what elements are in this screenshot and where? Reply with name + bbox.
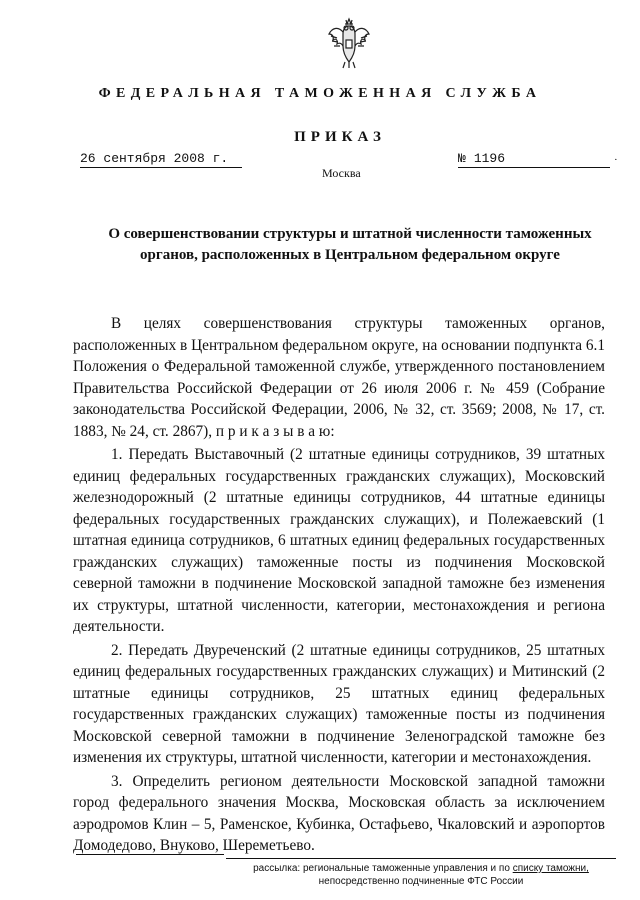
issue-city: Москва: [322, 166, 361, 180]
trailing-mark: ·: [614, 154, 618, 166]
double-headed-eagle-emblem-icon: [326, 16, 372, 70]
separator-line: [76, 854, 224, 855]
clause-1-paragraph: 1. Передать Выставочный (2 штатные единицы сотрудников, 39 штатных единиц федеральных государственных гражданских служащих), Московский железнодорожный (2 штатные единицы сотрудников, 44 штатные единицы федеральных государственных гражданских служащих), и Полежаевский (1 штатная единица сотрудников, 6 штатных единиц федеральных государственных гражданских служащих) таможенные посты из подчинения Московской северной таможни в подчинение Московской западной таможне без изменения их структуры, штатной численности, категории, местонахождения и региона деятельности.: [73, 446, 605, 635]
footnote-underlined: списку таможни,: [512, 863, 589, 874]
order-number: 1196: [473, 151, 506, 166]
order-number-field: [458, 150, 610, 168]
agency-name: ФЕДЕРАЛЬНАЯ ТАМОЖЕННАЯ СЛУЖБА: [98, 86, 542, 101]
clause-2-paragraph: 2. Передать Двуреченский (2 штатные единицы сотрудников, 25 штатных единиц федеральных государственных гражданских служащих) и Митинский (2 штатные единицы сотрудников, 25 штатных единиц федеральных государственных гражданских служащих) таможенные посты из подчинения Московской северной таможни в подчинение Зеленоградской таможне без изменения их структуры, штатной численности, категории и местонахождения.: [73, 641, 605, 766]
document-type: ПРИКАЗ: [294, 129, 386, 145]
clause-3-paragraph: 3. Определить регионом деятельности Московской западной таможни город федерального значения Москва, Московская область за исключением аэродромов Клин – 5, Раменское, Кубинка, Остафьево, Чкаловский и аэропортов Домодедово, Внуково, Шереметьево.: [73, 772, 605, 854]
number-sign: №: [458, 151, 466, 166]
preamble-paragraph: В целях совершенствования структуры таможенных органов, расположенных в Центральном федеральном округе, на основании подпункта 6.1 Положения о Федеральной таможенной службе, утвержденного постановлением Правительства Российской Федерации от 26 июля 2006 г. № 459 (Собрание законодательства Российской Федерации, 2006, № 32, ст. 3569; 2008, № 17, ст. 1883, № 24, ст. 2867), п р и к а з ы в а ю:: [73, 315, 605, 440]
distribution-footnote: [226, 858, 616, 888]
order-body: [73, 313, 605, 857]
footnote-line-2: непосредственно подчиненные ФТС России: [318, 876, 524, 887]
order-date: 26 сентября 2008 г.: [80, 150, 242, 168]
footnote-line-1: рассылка: региональные таможенные управления и по списку таможни,: [253, 863, 589, 874]
order-subject: О совершенствовании структуры и штатной численности таможенных органов, расположенных в Центральном федеральном округе: [108, 226, 592, 263]
